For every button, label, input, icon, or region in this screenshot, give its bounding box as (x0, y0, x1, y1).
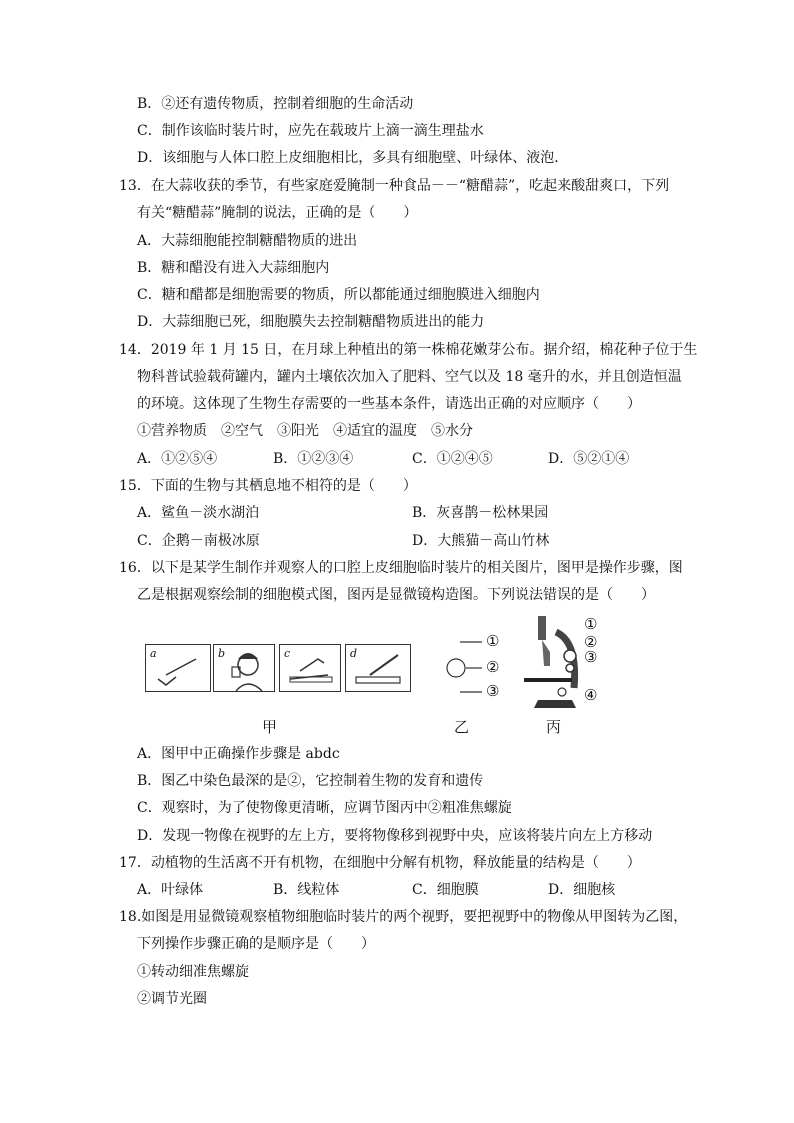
q14-option-c: C．①②④⑤ (412, 451, 493, 467)
cell-diagram (440, 628, 520, 708)
mirror (558, 688, 566, 696)
q12-option-d: D．该细胞与人体口腔上皮细胞相比，多具有细胞壁、叶绿体、液泡． (137, 150, 569, 166)
q17-option-a: A．叶绿体 (137, 882, 204, 898)
step-label-d: d (350, 647, 358, 660)
q17-stem: 17．动植物的生活离不开有机物，在细胞中分解有机物，释放能量的结构是（ ） (119, 855, 641, 871)
base (534, 700, 576, 708)
step-label-c: c (284, 647, 291, 660)
q15-stem: 15．下面的生物与其栖息地不相符的是（ ） (119, 478, 417, 494)
q15-option-d: D．大熊猫－高山竹林 (412, 533, 550, 549)
stage (524, 678, 572, 682)
q13-option-d: D．大蒜细胞已死，细胞膜失去控制糖醋物质进出的能力 (137, 314, 485, 330)
q15-option-a: A．鲨鱼－淡水湖泊 (137, 505, 260, 521)
cell-nucleus (447, 659, 465, 677)
step-box-d (345, 644, 411, 692)
q13-option-b: B．糖和醋没有进入大蒜细胞内 (137, 260, 330, 276)
q13-option-a: A．大蒜细胞能控制糖醋物质的进出 (137, 233, 358, 249)
q18-stem-line2: 下列操作步骤正确的是顺序是（ ） (137, 936, 375, 952)
microscope-mark-2: ② (584, 633, 598, 651)
q14-option-a: A．①②⑤④ (137, 451, 218, 467)
step-box-a (145, 644, 211, 692)
microscope-mark-4: ④ (584, 686, 598, 704)
step-box-c (279, 644, 341, 692)
fine-knob (566, 664, 574, 672)
q16-option-a: A．图甲中正确操作步骤是 abdc (137, 746, 340, 762)
q16-option-c: C．观察时，为了使物像更清晰，应调节图丙中②粗准焦螺旋 (137, 800, 512, 816)
microscope-diagram (520, 612, 590, 712)
q16-stem-line2: 乙是根据观察绘制的细胞模式图，图丙是显微镜构造图。下列说法错误的是（ ） (137, 587, 655, 603)
figure-label-yi: 乙 (454, 718, 470, 736)
cell-mark-2: ② (486, 658, 500, 676)
cell-mark-1: ① (486, 632, 500, 650)
q16-option-d: D．发现一物像在视野的左上方，要将物像移到视野中央，应该将装片向左上方移动 (137, 828, 653, 844)
q14-stem-line1: 14．2019 年 1 月 15 日，在月球上种植出的第一株棉花嫩芽公布。据介绍，棉花种子位于生 (119, 342, 698, 358)
q15-option-c: C．企鹅－南极冰原 (137, 533, 260, 549)
q13-stem-line2: 有关“糖醋蒜”腌制的说法，正确的是（ ） (137, 205, 418, 221)
q13-option-c: C．糖和醋都是细胞需要的物质，所以都能通过细胞膜进入细胞内 (137, 287, 540, 303)
q13-stem-line1: 13．在大蒜收获的季节，有些家庭爱腌制一种食品－－“糖醋蒜”，吃起来酸甜爽口，下列 (119, 178, 670, 194)
q14-option-b: B．①②③④ (273, 451, 354, 467)
q15-option-b: B．灰喜鹊－松林果园 (412, 505, 549, 521)
q18-item-1: ①转动细准焦螺旋 (137, 964, 249, 980)
step-box-b (213, 644, 275, 692)
q12-option-b: B．②还有遗传物质，控制着细胞的生命活动 (137, 96, 414, 112)
q14-option-d: D．⑤②①④ (548, 451, 630, 467)
q18-item-2: ②调节光圈 (137, 991, 207, 1007)
q16-option-b: B．图乙中染色最深的是②，它控制着生物的发育和遗传 (137, 773, 484, 789)
q14-stem-line2: 物科普试验载荷罐内，罐内土壤依次加入了肥料、空气以及 18 毫升的水，并且创造恒温 (137, 369, 682, 385)
coarse-knob (564, 650, 576, 662)
step-label-b: b (218, 647, 226, 660)
figure-label-jia: 甲 (262, 718, 278, 736)
tube (542, 640, 550, 666)
q17-option-d: D．细胞核 (548, 882, 616, 898)
q17-option-c: C．细胞膜 (412, 882, 479, 898)
figure-label-bing: 丙 (546, 718, 562, 736)
microscope-mark-1: ① (584, 615, 598, 633)
q12-option-c: C．制作该临时装片时，应先在载玻片上滴一滴生理盐水 (137, 123, 484, 139)
q14-items: ①营养物质 ②空气 ③阳光 ④适宜的温度 ⑤水分 (137, 423, 473, 439)
q14-stem-line3: 的环境。这体现了生物生存需要的一些基本条件，请选出正确的对应顺序（ ） (137, 396, 641, 412)
eyepiece (538, 616, 546, 640)
step-label-a: a (150, 647, 157, 660)
q16-stem-line1: 16．以下是某学生制作并观察人的口腔上皮细胞临时装片的相关图片，图甲是操作步骤，图 (119, 560, 683, 576)
microscope-mark-3: ③ (584, 648, 598, 666)
cell-mark-3: ③ (486, 682, 500, 700)
q17-option-b: B．线粒体 (273, 882, 340, 898)
q18-stem-line1: 18.如图是用显微镜观察植物细胞临时装片的两个视野，要把视野中的物像从甲图转为乙图， (119, 909, 688, 925)
